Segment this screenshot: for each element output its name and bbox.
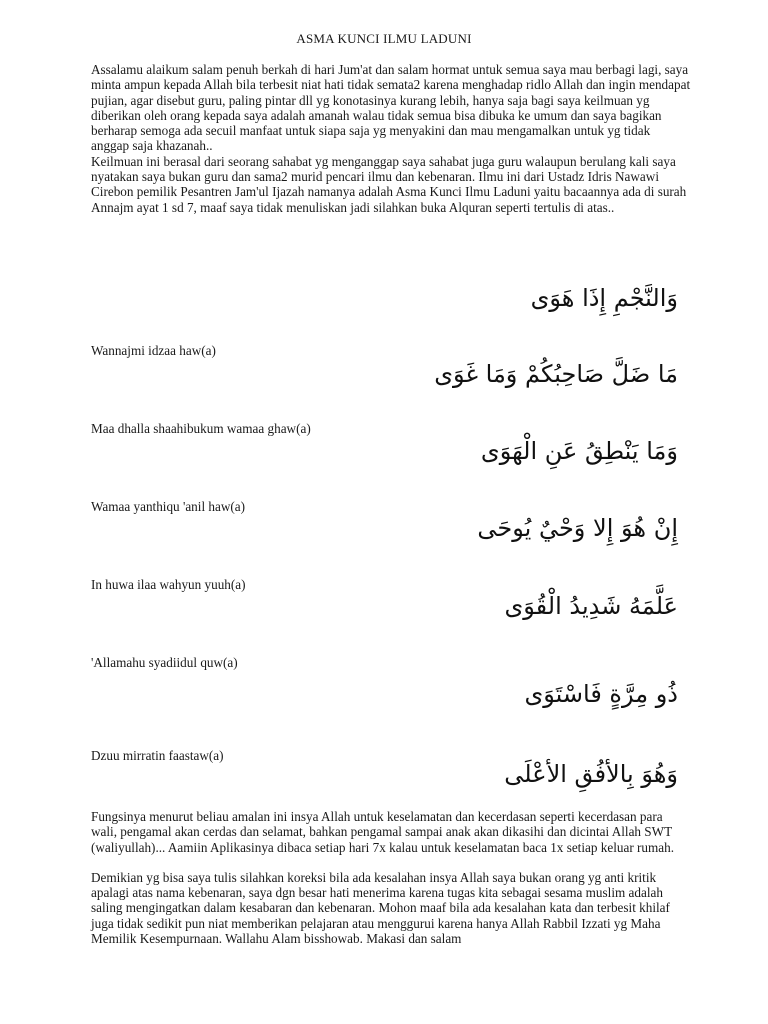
intro-text	[91, 62, 691, 215]
transliteration-4: In huwa ilaa wahyun yuuh(a)	[91, 577, 246, 592]
transliteration-6: Dzuu mirratin faastaw(a)	[91, 748, 224, 763]
intro-paragraph: Keilmuan ini berasal dari seorang sahabat yg menganggap saya sahabat juga guru walaupun berulang kali saya nyatakan saya bukan guru dan sama2 murid pencari ilmu dan kebenaran. Ilmu ini dari Ustadz Idris Nawawi Cirebon pemilik Pesantren Jam'ul Ijazah namanya adalah Asma Kunci Ilmu Laduni yaitu bacaannya ada di surah Annajm ayat 1 sd 7, maaf saya tidak menuliskan jadi silahkan buka Alquran seperti tertulis di atas..	[91, 153, 687, 215]
transliteration-2: Maa dhalla shaahibukum wamaa ghaw(a)	[91, 421, 311, 436]
document-title: ASMA KUNCI ILMU LADUNI	[296, 31, 472, 46]
arabic-verse-5: عَلَّمَهُ شَدِيدُ الْقُوَى	[504, 592, 678, 620]
transliteration-3: Wamaa yanthiqu 'anil haw(a)	[91, 499, 246, 514]
transliteration-1: Wannajmi idzaa haw(a)	[91, 343, 216, 358]
closing-text	[91, 809, 691, 946]
closing-paragraph: Demikian yg bisa saya tulis silahkan koreksi bila ada kesalahan insya Allah saya bukan orang yg anti kritik apalagi atas nama kebenaran, saya dgn besar hati menerima karena tugas kita sebagai sesama muslim adalah saling mengingatkan dalam kesabaran dan kebenaran. Mohon maaf bila ada kesalahan kata dan terbesit khilaf juga tidak sedikit pun niat memberikan pelajaran atau menggurui karena hanya Allah Rabbil Izzati yg Maha Memilik Kesempurnaan. Wallahu Alam bisshowab. Makasi dan salam	[91, 869, 670, 947]
arabic-verse-2: مَا ضَلَّ صَاحِبُكُمْ وَمَا غَوَى	[434, 360, 678, 388]
arabic-verse-7: وَهُوَ بِالأفُقِ الأعْلَى	[504, 760, 678, 788]
arabic-verse-1: وَالنَّجْمِ إِذَا هَوَى	[530, 284, 678, 312]
arabic-verse-4: إِنْ هُوَ إِلا وَحْيٌ يُوحَى	[477, 514, 678, 542]
closing-paragraph: Fungsinya menurut beliau amalan ini insya Allah untuk keselamatan dan kecerdasan seperti kecerdasan para wali, pengamal akan cerdas dan selamat, bahkan pengamal sampai anak akan dikasihi dan dicintai Allah SWT (waliyullah)... Aamiin Aplikasinya dibaca setiap hari 7x kalau untuk keselamatan baca 1x setiap keluar rumah.	[91, 809, 674, 855]
transliteration-5: 'Allamahu syadiidul quw(a)	[91, 655, 238, 670]
arabic-verse-6: ذُو مِرَّةٍ فَاسْتَوَى	[524, 680, 678, 708]
intro-paragraph: Assalamu alaikum salam penuh berkah di hari Jum'at dan salam hormat untuk semua saya mau berbagi lagi, saya minta ampun kepada Allah bila terbesit niat hati tidak semata2 karena menghadap ridlo Allah dan ingin mendapat pujian, agar disebut guru, paling pintar dll yg konotasinya kurang lebih, hanya saja bagi saya keilmuan yg diberikan oleh orang kepada saya adalah amanah walau tidak semua bisa dibuka ke umum dan saya bagikan berharap semoga ada secuil manfaat untuk siapa saja yg menyakini dan mau mengamalkan untuk yg tidak anggap saja khazanah..	[91, 62, 691, 154]
arabic-verse-3: وَمَا يَنْطِقُ عَنِ الْهَوَى	[480, 437, 678, 465]
